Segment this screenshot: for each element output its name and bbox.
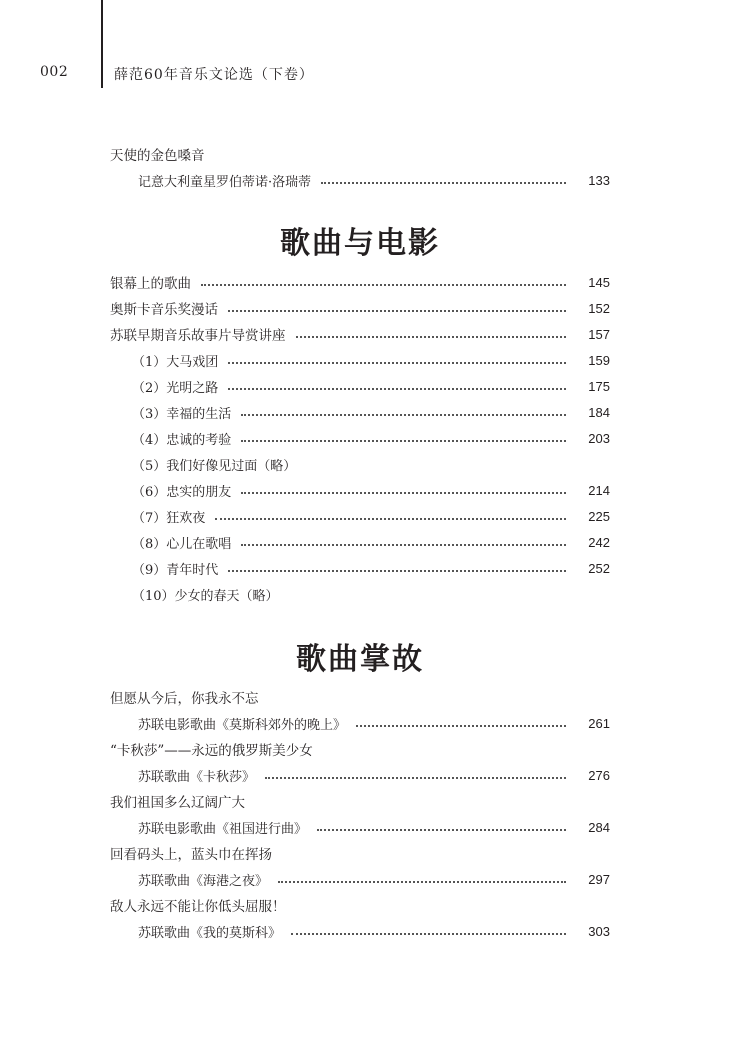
toc-entry-label: 苏联歌曲《卡秋莎》	[138, 769, 256, 785]
toc-page-number: 159	[588, 352, 610, 368]
dot-leader	[291, 933, 566, 935]
toc-entry[interactable]	[110, 271, 610, 293]
dot-leader	[241, 544, 566, 546]
toc-entry-label: 苏联电影歌曲《祖国进行曲》	[138, 821, 308, 837]
toc-entry-label: （9）青年时代	[132, 562, 219, 578]
toc-subentry[interactable]	[132, 427, 610, 449]
toc-entry[interactable]	[138, 764, 610, 786]
toc-entry[interactable]	[110, 323, 610, 345]
page-number: 002	[40, 64, 69, 80]
toc-subentry[interactable]	[132, 375, 610, 397]
dot-leader	[321, 182, 566, 184]
dot-leader	[296, 336, 567, 338]
toc-entry-label: 记意大利童星罗伯蒂诺·洛瑞蒂	[138, 174, 312, 190]
toc-entry-label: 苏联电影歌曲《莫斯科郊外的晚上》	[138, 717, 347, 733]
dot-leader	[317, 829, 566, 831]
toc-entry-label: （4）忠诚的考验	[132, 432, 232, 448]
dot-leader	[215, 518, 566, 520]
toc-entry-title	[110, 686, 610, 708]
dot-leader	[241, 440, 566, 442]
toc-page-number: 152	[588, 300, 610, 316]
toc-entry-title	[110, 143, 610, 165]
toc-page-number: 297	[588, 871, 610, 887]
toc-subentry[interactable]	[132, 505, 610, 527]
toc-entry-label: 奥斯卡音乐奖漫话	[110, 302, 218, 318]
toc-subentry	[132, 583, 610, 605]
toc-entry-label: （10）少女的春天（略）	[132, 588, 279, 604]
toc-page-number: 284	[588, 819, 610, 835]
toc-page-number: 225	[588, 508, 610, 524]
toc-page-number: 184	[588, 404, 610, 420]
toc-entry[interactable]	[138, 868, 610, 890]
toc-entry[interactable]	[110, 297, 610, 319]
toc-page-number: 157	[588, 326, 610, 342]
toc-entry-label: （6）忠实的朋友	[132, 484, 232, 500]
toc-entry-title	[110, 790, 610, 812]
toc-subentry[interactable]	[132, 557, 610, 579]
toc-entry-title	[110, 738, 610, 760]
toc-page-number: 203	[588, 430, 610, 446]
dot-leader	[228, 362, 566, 364]
toc-entry-label: 苏联歌曲《海港之夜》	[138, 873, 269, 889]
dot-leader	[228, 570, 566, 572]
toc-page-number: 175	[588, 378, 610, 394]
toc-entry-title-text: “卡秋莎”——永远的俄罗斯美少女	[110, 743, 313, 759]
toc-entry-label: 银幕上的歌曲	[110, 276, 191, 292]
toc-entry-label: （5）我们好像见过面（略）	[132, 458, 297, 474]
toc-page-number: 303	[588, 923, 610, 939]
toc-subentry[interactable]	[132, 349, 610, 371]
toc-entry-label: （8）心儿在歌唱	[132, 536, 232, 552]
toc-entry-title-text: 我们祖国多么辽阔广大	[110, 795, 245, 811]
toc-entry-title-text: 回看码头上，蓝头巾在挥扬	[110, 847, 272, 863]
dot-leader	[241, 414, 566, 416]
toc-entry-label: （2）光明之路	[132, 380, 219, 396]
book-title: 薛范60年音乐文论选（下卷）	[114, 67, 314, 83]
dot-leader	[201, 284, 566, 286]
toc-entry-label: （7）狂欢夜	[132, 510, 206, 526]
toc-page-number: 252	[588, 560, 610, 576]
toc-subentry[interactable]	[132, 401, 610, 423]
toc-entry-title	[110, 842, 610, 864]
toc-entry-label: 苏联早期音乐故事片导赏讲座	[110, 328, 286, 344]
toc-entry[interactable]	[138, 169, 610, 191]
dot-leader	[241, 492, 566, 494]
section-heading: 歌曲与电影	[280, 226, 440, 261]
toc-entry[interactable]	[138, 920, 610, 942]
dot-leader	[228, 310, 566, 312]
toc-page-number: 133	[588, 172, 610, 188]
toc-entry-title-text: 敌人永远不能让你低头屈服！	[110, 899, 286, 915]
section-heading: 歌曲掌故	[296, 642, 424, 677]
toc-entry-label: 苏联歌曲《我的莫斯科》	[138, 925, 282, 941]
toc-entry-label: （3）幸福的生活	[132, 406, 232, 422]
toc-entry-title-text: 但愿从今后，你我永不忘	[110, 691, 259, 707]
dot-leader	[356, 725, 566, 727]
toc-page-number: 242	[588, 534, 610, 550]
toc-page-number: 276	[588, 767, 610, 783]
toc-subentry[interactable]	[132, 531, 610, 553]
dot-leader	[265, 777, 566, 779]
toc-entry-title-text: 天使的金色嗓音	[110, 148, 205, 164]
toc-page-number: 214	[588, 482, 610, 498]
toc-page-number: 145	[588, 274, 610, 290]
toc-subentry[interactable]	[132, 479, 610, 501]
toc-entry[interactable]	[138, 816, 610, 838]
toc-entry[interactable]	[138, 712, 610, 734]
header-vertical-rule	[101, 0, 103, 88]
toc-page-number: 261	[588, 715, 610, 731]
dot-leader	[228, 388, 566, 390]
toc-subentry	[132, 453, 610, 475]
toc-entry-label: （1）大马戏团	[132, 354, 219, 370]
toc-entry-title	[110, 894, 610, 916]
dot-leader	[278, 881, 566, 883]
